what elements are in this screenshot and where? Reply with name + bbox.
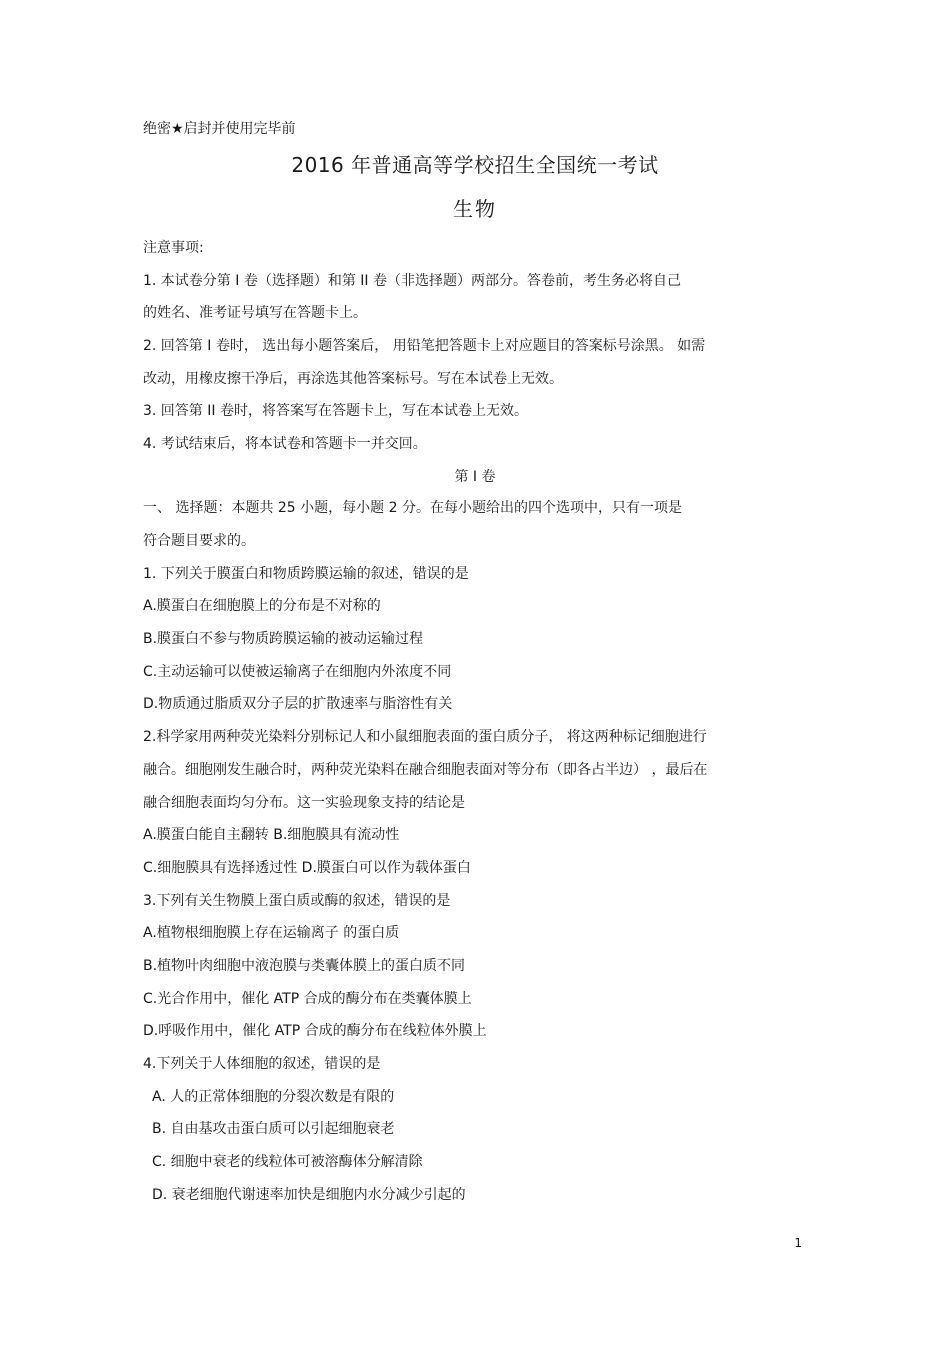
part-label: 第 Ⅰ 卷 [454,469,496,485]
question-option: A.膜蛋白在细胞膜上的分布是不对称的 [143,598,381,614]
question-option: A.植物根细胞膜上存在运输离子 的蛋白质 [143,925,400,941]
notes-line: 改动，用橡皮擦干净后，再涂选其他答案标号。写在本试卷上无效。 [143,371,563,387]
question-option: A. 人的正常体细胞的分裂次数是有限的 [152,1089,395,1105]
question-option: C. 细胞中衰老的线粒体可被溶酶体分解清除 [152,1154,423,1170]
question-option: D.物质通过脂质双分子层的扩散速率与脂溶性有关 [143,696,453,712]
notes-line: 的姓名、准考证号填写在答题卡上。 [143,305,367,321]
section-intro: 符合题目要求的。 [143,533,255,549]
question-stem: 1. 下列关于膜蛋白和物质跨膜运输的叙述，错误的是 [143,566,469,582]
exam-title: 2016 年普通高等学校招生全国统一考试 [291,153,659,177]
confidential-label: 绝密★启封并使用完毕前 [143,121,296,137]
question-stem: 融合。细胞刚发生融合时，两种荧光染料在融合细胞表面对等分布（即各占半边） ，最后在 [143,762,708,778]
question-option-row: A.膜蛋白能自主翻转 B.细胞膜具有流动性 [143,827,400,843]
question-stem: 融合细胞表面均匀分布。这一实验现象支持的结论是 [143,795,465,811]
question-option: B.植物叶肉细胞中液泡膜与类囊体膜上的蛋白质不同 [143,958,466,974]
question-stem: 4.下列关于人体细胞的叙述，错误的是 [143,1056,381,1072]
section-intro: 一、 选择题：本题共 25 小题，每小题 2 分。在每小题给出的四个选项中，只有一项是 [143,500,682,516]
notes-line: 3. 回答第 II 卷时，将答案写在答题卡上，写在本试卷上无效。 [143,403,528,419]
notes-heading: 注意事项: [143,240,204,256]
question-option: B. 自由基攻击蛋白质可以引起细胞衰老 [152,1121,395,1137]
notes-line: 2. 回答第 I 卷时， 选出每小题答案后， 用铅笔把答题卡上对应题目的答案标号涂黑。 如需 [143,338,706,354]
question-option: D. 衰老细胞代谢速率加快是细胞内水分减少引起的 [152,1187,466,1203]
question-option: B.膜蛋白不参与物质跨膜运输的被动运输过程 [143,631,424,647]
page-number: 1 [794,1236,802,1250]
question-stem: 2.科学家用两种荧光染料分别标记人和小鼠细胞表面的蛋白质分子， 将这两种标记细胞进行 [143,729,707,745]
question-option: C.光合作用中，催化 ATP 合成的酶分布在类囊体膜上 [143,991,472,1007]
question-stem: 3.下列有关生物膜上蛋白质或酶的叙述，错误的是 [143,893,451,909]
notes-line: 4. 考试结束后，将本试卷和答题卡一并交回。 [143,436,427,452]
notes-line: 1. 本试卷分第 I 卷（选择题）和第 II 卷（非选择题）两部分。答卷前，考生务必将自己 [143,273,681,289]
subject-title: 生物 [453,197,497,221]
question-option: D.呼吸作用中，催化 ATP 合成的酶分布在线粒体外膜上 [143,1023,487,1039]
question-option: C.主动运输可以使被运输离子在细胞内外浓度不同 [143,664,452,680]
question-option-row: C.细胞膜具有选择透过性 D.膜蛋白可以作为载体蛋白 [143,860,471,876]
